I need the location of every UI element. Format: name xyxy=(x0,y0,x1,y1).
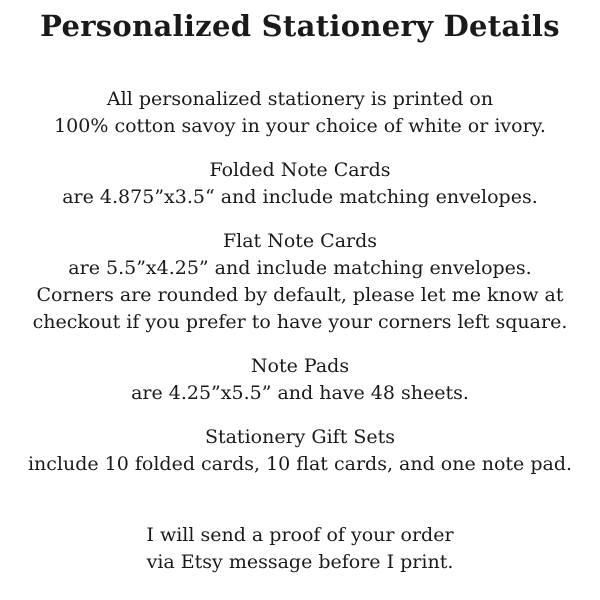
section-heading: Note Pads xyxy=(250,355,350,377)
section-stationery-gift-sets xyxy=(0,424,600,478)
section-line: are 4.875”x3.5“ and include matching envelopes. xyxy=(62,186,538,208)
section-folded-note-cards xyxy=(0,157,600,211)
proof-note xyxy=(0,522,600,576)
section-note-pads xyxy=(0,353,600,407)
proof-note-line: I will send a proof of your order xyxy=(146,524,454,546)
intro-line: 100% cotton savoy in your choice of white or ivory. xyxy=(54,115,546,137)
section-line: are 5.5”x4.25” and include matching envelopes. xyxy=(68,257,532,279)
intro-line: All personalized stationery is printed on xyxy=(106,88,494,110)
proof-note-line: via Etsy message before I print. xyxy=(146,551,454,573)
page-title: Personalized Stationery Details xyxy=(40,9,560,43)
section-line: Corners are rounded by default, please let me know at xyxy=(36,284,564,306)
section-line: checkout if you prefer to have your corners left square. xyxy=(32,311,568,333)
section-heading: Folded Note Cards xyxy=(209,159,391,181)
intro-paragraph xyxy=(0,86,600,140)
section-flat-note-cards xyxy=(0,228,600,336)
section-heading: Flat Note Cards xyxy=(222,230,378,252)
section-line: include 10 folded cards, 10 flat cards, and one note pad. xyxy=(27,453,573,475)
section-line: are 4.25”x5.5” and have 48 sheets. xyxy=(131,382,469,404)
section-heading: Stationery Gift Sets xyxy=(204,426,396,448)
